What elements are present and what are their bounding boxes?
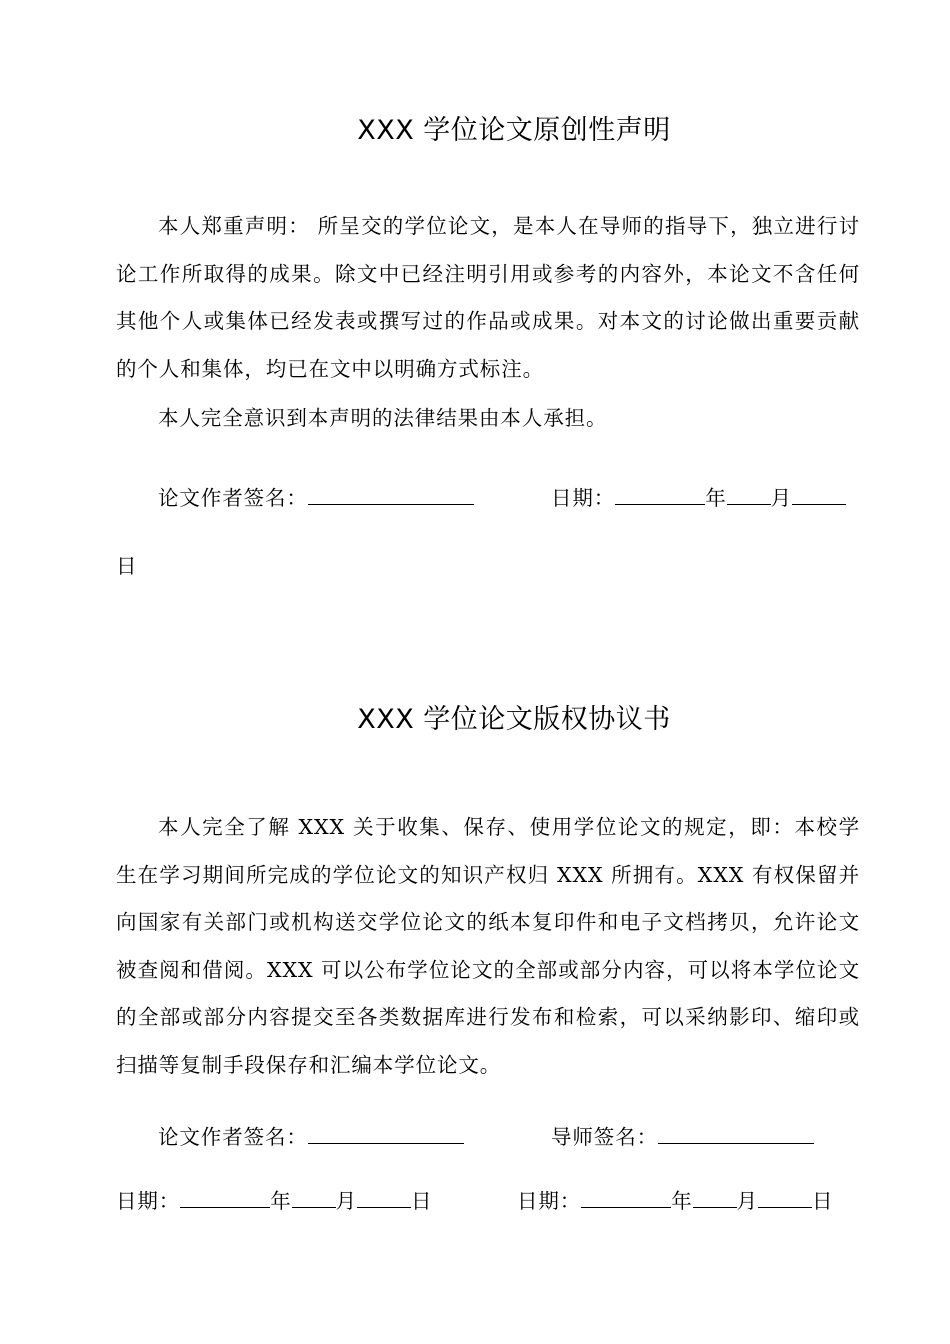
agreement-author-date-line: [116, 1185, 432, 1215]
agreement-author-signature-line: [158, 1121, 464, 1151]
declaration-date-line: [551, 482, 846, 512]
declaration-author-signature-line: [158, 482, 474, 512]
agreement-title: XXX 学位论文版权协议书: [357, 704, 671, 735]
agreement-supervisor-date-line: [517, 1185, 833, 1215]
agreement-supervisor-signature-line: [551, 1121, 814, 1151]
year-label: 年: [705, 486, 727, 510]
date-label: 日期：: [517, 1189, 582, 1213]
supervisor-signature-label: 导师签名：: [551, 1125, 658, 1149]
declaration-responsibility-paragraph: 本人完全意识到本声明的法律结果由本人承担。: [158, 406, 608, 430]
date-label: 日期：: [116, 1189, 181, 1213]
agreement-paragraph: 本人完全了解 XXX 关于收集、保存、使用学位论文的规定，即：本校学生在学习期间所完成的学位论文的知识产权归 XXX 所拥有。XXX 有权保留并向国家有关部门或机构送交学位论文的纸本复印件和电子文档拷贝，允许论文被查阅和借阅。XXX 可以公布学位论文的全部或部分内容，可以将本学位论文的全部或部分内容提交至各类数据库进行发布和检索，可以采纳影印、缩印或扫描等复制手段保存和汇编本学位论文。: [116, 815, 860, 1077]
date-day-field[interactable]: [758, 1185, 812, 1208]
date-label: 日期：: [551, 486, 616, 510]
author-signature-field[interactable]: [308, 482, 474, 505]
author-signature-label: 论文作者签名：: [158, 486, 308, 510]
date-month-field[interactable]: [693, 1185, 737, 1208]
declaration-day-label: 日: [116, 554, 138, 578]
author-signature-field[interactable]: [308, 1121, 464, 1144]
year-label: 年: [270, 1189, 292, 1213]
month-label: 月: [736, 1189, 759, 1213]
declaration-paragraph: 本人郑重声明： 所呈交的学位论文，是本人在导师的指导下，独立进行讨论工作所取得的成果。除文中已经注明引用或参考的内容外，本论文不含任何其他个人或集体已经发表或撰写过的作品或成果。对本文的讨论做出重要贡献的个人和集体，均已在文中以明确方式标注。: [116, 214, 860, 381]
date-month-field[interactable]: [292, 1185, 336, 1208]
day-label: 日: [812, 1189, 834, 1213]
month-label: 月: [335, 1189, 358, 1213]
year-label: 年: [671, 1189, 693, 1213]
author-signature-label: 论文作者签名：: [158, 1125, 308, 1149]
supervisor-signature-field[interactable]: [658, 1121, 814, 1144]
date-day-field[interactable]: [357, 1185, 411, 1208]
day-label: 日: [411, 1189, 433, 1213]
date-year-field[interactable]: [581, 1185, 671, 1208]
date-month-field[interactable]: [727, 482, 771, 505]
date-day-field[interactable]: [792, 482, 846, 505]
declaration-title: XXX 学位论文原创性声明: [357, 115, 671, 146]
month-label: 月: [770, 486, 793, 510]
date-year-field[interactable]: [180, 1185, 270, 1208]
date-year-field[interactable]: [615, 482, 705, 505]
